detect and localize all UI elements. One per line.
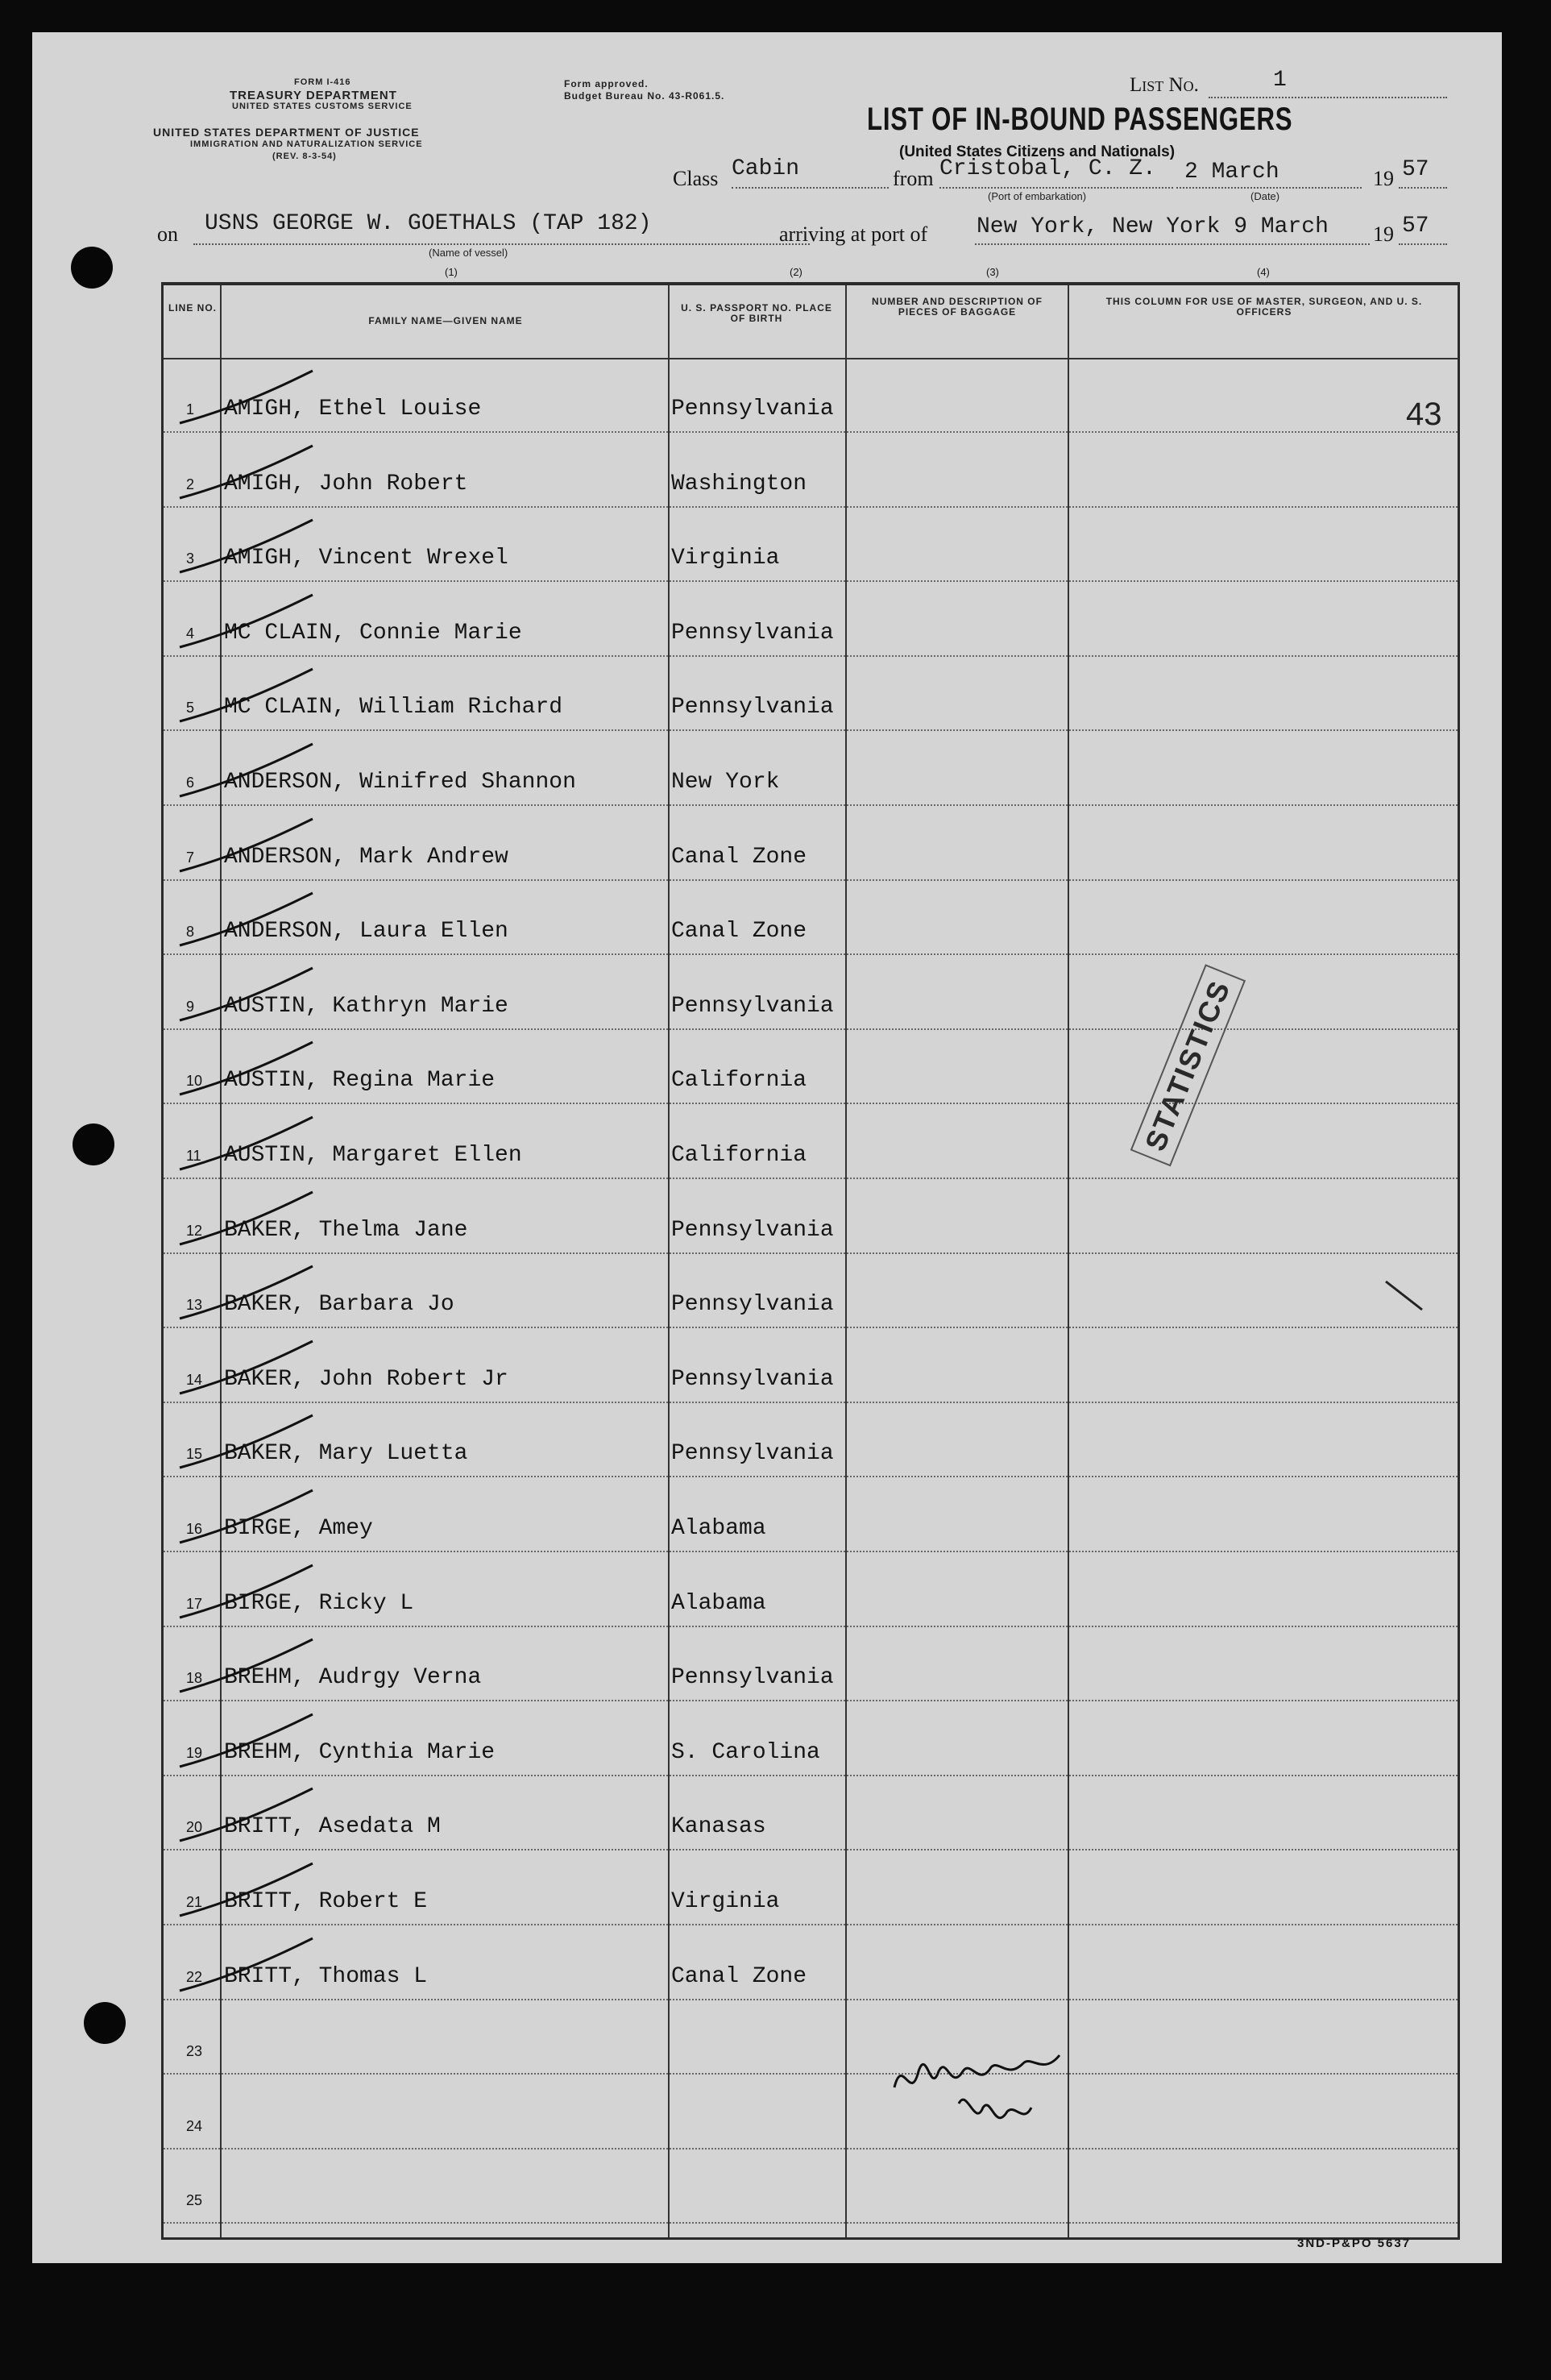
passenger-name: ANDERSON, Mark Andrew [224,844,508,870]
ins-label: IMMIGRATION AND NATURALIZATION SERVICE [190,139,423,149]
table-row [164,1104,1458,1179]
list-no-value: 1 [1273,68,1287,93]
line-number: 25 [186,2192,203,2209]
col-header-baggage: NUMBER AND DESCRIPTION OF PIECES OF BAGGAGE [872,296,1043,318]
line-number: 12 [186,1222,203,1239]
class-label: Class [673,167,719,190]
table-row [164,2075,1458,2149]
table-row [164,1626,1458,1701]
place-of-birth: Virginia [671,1889,780,1914]
arrival-line [975,243,1370,245]
port-line [939,187,1173,189]
table-row [164,433,1458,508]
date-caption: (Date) [1250,190,1280,202]
table-row [164,358,1458,433]
handwritten-signature [886,2031,1072,2144]
passenger-name: BIRGE, Amey [224,1516,373,1541]
line-number: 18 [186,1670,203,1687]
table-row [164,507,1458,582]
passenger-name: ANDERSON, Winifred Shannon [224,770,576,795]
line-number: 9 [186,998,195,1015]
place-of-birth: Pennsylvania [671,993,834,1019]
on-label: on [157,222,178,246]
arrival-year-line [1399,243,1447,245]
customs-label: UNITED STATES CUSTOMS SERVICE [232,102,413,111]
col-header-passport: U. S. PASSPORT NO. PLACE OF BIRTH [681,302,832,324]
line-number: 14 [186,1371,203,1388]
place-of-birth: Pennsylvania [671,397,834,422]
passenger-name: BRITT, Robert E [224,1889,428,1914]
place-of-birth: Pennsylvania [671,695,834,721]
table-row [164,1701,1458,1776]
approved-label: Form approved. [564,78,649,89]
vessel-caption: (Name of vessel) [429,247,508,259]
page-subtitle: (United States Citizens and Nationals) [899,143,1176,160]
line-number: 10 [186,1073,203,1090]
place-of-birth: Pennsylvania [671,1665,834,1691]
place-of-birth: Alabama [671,1590,766,1616]
place-of-birth: Canal Zone [671,919,807,945]
table-row [164,2000,1458,2075]
footer-print-code: 3ND-P&PO 5637 [1297,2237,1412,2250]
from-label: from [893,167,934,190]
page-title: LIST OF IN-BOUND PASSENGERS [867,102,1293,137]
manifest-sheet [32,32,1502,2263]
passenger-name: AMIGH, Vincent Wrexel [224,546,508,571]
arriving-label: arriving at port of [779,222,928,246]
treasury-label: TREASURY DEPARTMENT [230,89,397,102]
line-number: 21 [186,1894,203,1910]
line-number: 8 [186,924,195,941]
passenger-name: BAKER, Mary Luetta [224,1441,468,1467]
table-row [164,731,1458,806]
line-number: 6 [186,775,195,791]
passenger-name: BIRGE, Ricky L [224,1590,414,1616]
embark-year: 57 [1402,157,1429,182]
table-row [164,806,1458,881]
passenger-name: MC CLAIN, William Richard [224,695,563,721]
line-number: 11 [186,1148,201,1164]
binder-hole-bottom [84,2002,126,2044]
class-value: Cabin [732,156,800,181]
col-header-name: FAMILY NAME—GIVEN NAME [368,315,523,326]
place-of-birth: Pennsylvania [671,620,834,646]
embark-date: 2 March [1184,160,1279,185]
table-row [164,582,1458,657]
passenger-name: AMIGH, John Robert [224,471,468,496]
passenger-name: BAKER, Thelma Jane [224,1217,468,1243]
place-of-birth: Virginia [671,546,780,571]
arrival-year: 57 [1402,214,1429,239]
passenger-name: AUSTIN, Margaret Ellen [224,1143,522,1168]
year-prefix: 19 [1373,167,1394,190]
place-of-birth: New York [671,770,780,795]
arrival-port: New York, New York 9 March [977,214,1329,239]
table-row [164,1328,1458,1403]
line-number: 17 [186,1595,203,1612]
place-of-birth: California [671,1143,807,1168]
col-num-2: (2) [790,266,802,278]
table-row [164,1925,1458,2000]
line-number: 1 [186,401,195,417]
table-row [164,1552,1458,1627]
col-num-3: (3) [986,266,999,278]
year-line [1399,187,1447,189]
justice-label: UNITED STATES DEPARTMENT OF JUSTICE [153,126,420,139]
passenger-name: BAKER, John Robert Jr [224,1366,508,1392]
line-number: 20 [186,1819,203,1836]
line-number: 2 [186,476,195,492]
date-line [1176,187,1362,189]
table-row [164,880,1458,955]
line-number: 4 [186,625,195,642]
table-row [164,1253,1458,1328]
rev-label: (REV. 8-3-54) [272,152,337,161]
table-row [164,1477,1458,1552]
passenger-name: BRITT, Asedata M [224,1814,441,1840]
table-row [164,656,1458,731]
line-number: 23 [186,2043,203,2060]
line-number: 3 [186,550,195,567]
place-of-birth: Canal Zone [671,844,807,870]
passenger-name: BREHM, Cynthia Marie [224,1739,496,1765]
place-of-birth: Kanasas [671,1814,766,1840]
place-of-birth: Pennsylvania [671,1366,834,1392]
passenger-name: BREHM, Audrgy Verna [224,1665,482,1691]
place-of-birth: Pennsylvania [671,1441,834,1467]
line-number: 7 [186,849,195,866]
passenger-name: ANDERSON, Laura Ellen [224,919,508,945]
line-number: 24 [186,2117,203,2134]
place-of-birth: Pennsylvania [671,1217,834,1243]
table-row [164,1179,1458,1254]
port-caption: (Port of embarkation) [988,190,1087,202]
budget-label: Budget Bureau No. 43-R061.5. [564,90,725,102]
place-of-birth: California [671,1068,807,1094]
table-row [164,955,1458,1030]
binder-hole-top [71,247,113,289]
passenger-name: MC CLAIN, Connie Marie [224,620,522,646]
table-row [164,2149,1458,2224]
arrival-year-prefix: 19 [1373,222,1394,246]
place-of-birth: Washington [671,471,807,496]
line-number: 22 [186,1968,203,1985]
list-no-line [1209,97,1447,98]
col-num-4: (4) [1257,266,1270,278]
line-number: 16 [186,1521,203,1537]
passenger-name: AMIGH, Ethel Louise [224,397,482,422]
place-of-birth: S. Carolina [671,1739,820,1765]
place-of-birth: Canal Zone [671,1963,807,1989]
table-row [164,1850,1458,1925]
port-of-embarkation: Cristobal, C. Z. [939,156,1156,181]
statistics-stamp: STATISTICS [1130,965,1246,1167]
form-number: FORM I-416 [294,77,351,87]
list-no-label: List No. [1130,74,1199,96]
col-header-officers: THIS COLUMN FOR USE OF MASTER, SURGEON, AND U. S. OFFICERS [1105,296,1423,318]
col-header-line: LINE NO. [168,302,218,314]
passenger-table [161,282,1460,2240]
class-line [732,187,889,189]
table-row [164,1029,1458,1104]
vessel-line [193,243,810,245]
vessel-name: USNS GEORGE W. GOETHALS (TAP 182) [205,211,652,236]
line-number: 5 [186,700,195,716]
table-row [164,1402,1458,1477]
line-number: 19 [186,1744,203,1761]
passenger-name: BRITT, Thomas L [224,1963,428,1989]
passenger-name: AUSTIN, Kathryn Marie [224,993,508,1019]
margin-tick-mark [1382,1277,1430,1318]
binder-hole-middle [73,1124,114,1165]
annotation-count: 43 [1406,397,1442,432]
table-row [164,1776,1458,1850]
line-number: 13 [186,1297,203,1314]
place-of-birth: Alabama [671,1516,766,1541]
line-number: 15 [186,1446,203,1463]
col-num-1: (1) [445,266,458,278]
place-of-birth: Pennsylvania [671,1292,834,1318]
table-header [164,285,1458,359]
passenger-name: AUSTIN, Regina Marie [224,1068,496,1094]
passenger-name: BAKER, Barbara Jo [224,1292,454,1318]
